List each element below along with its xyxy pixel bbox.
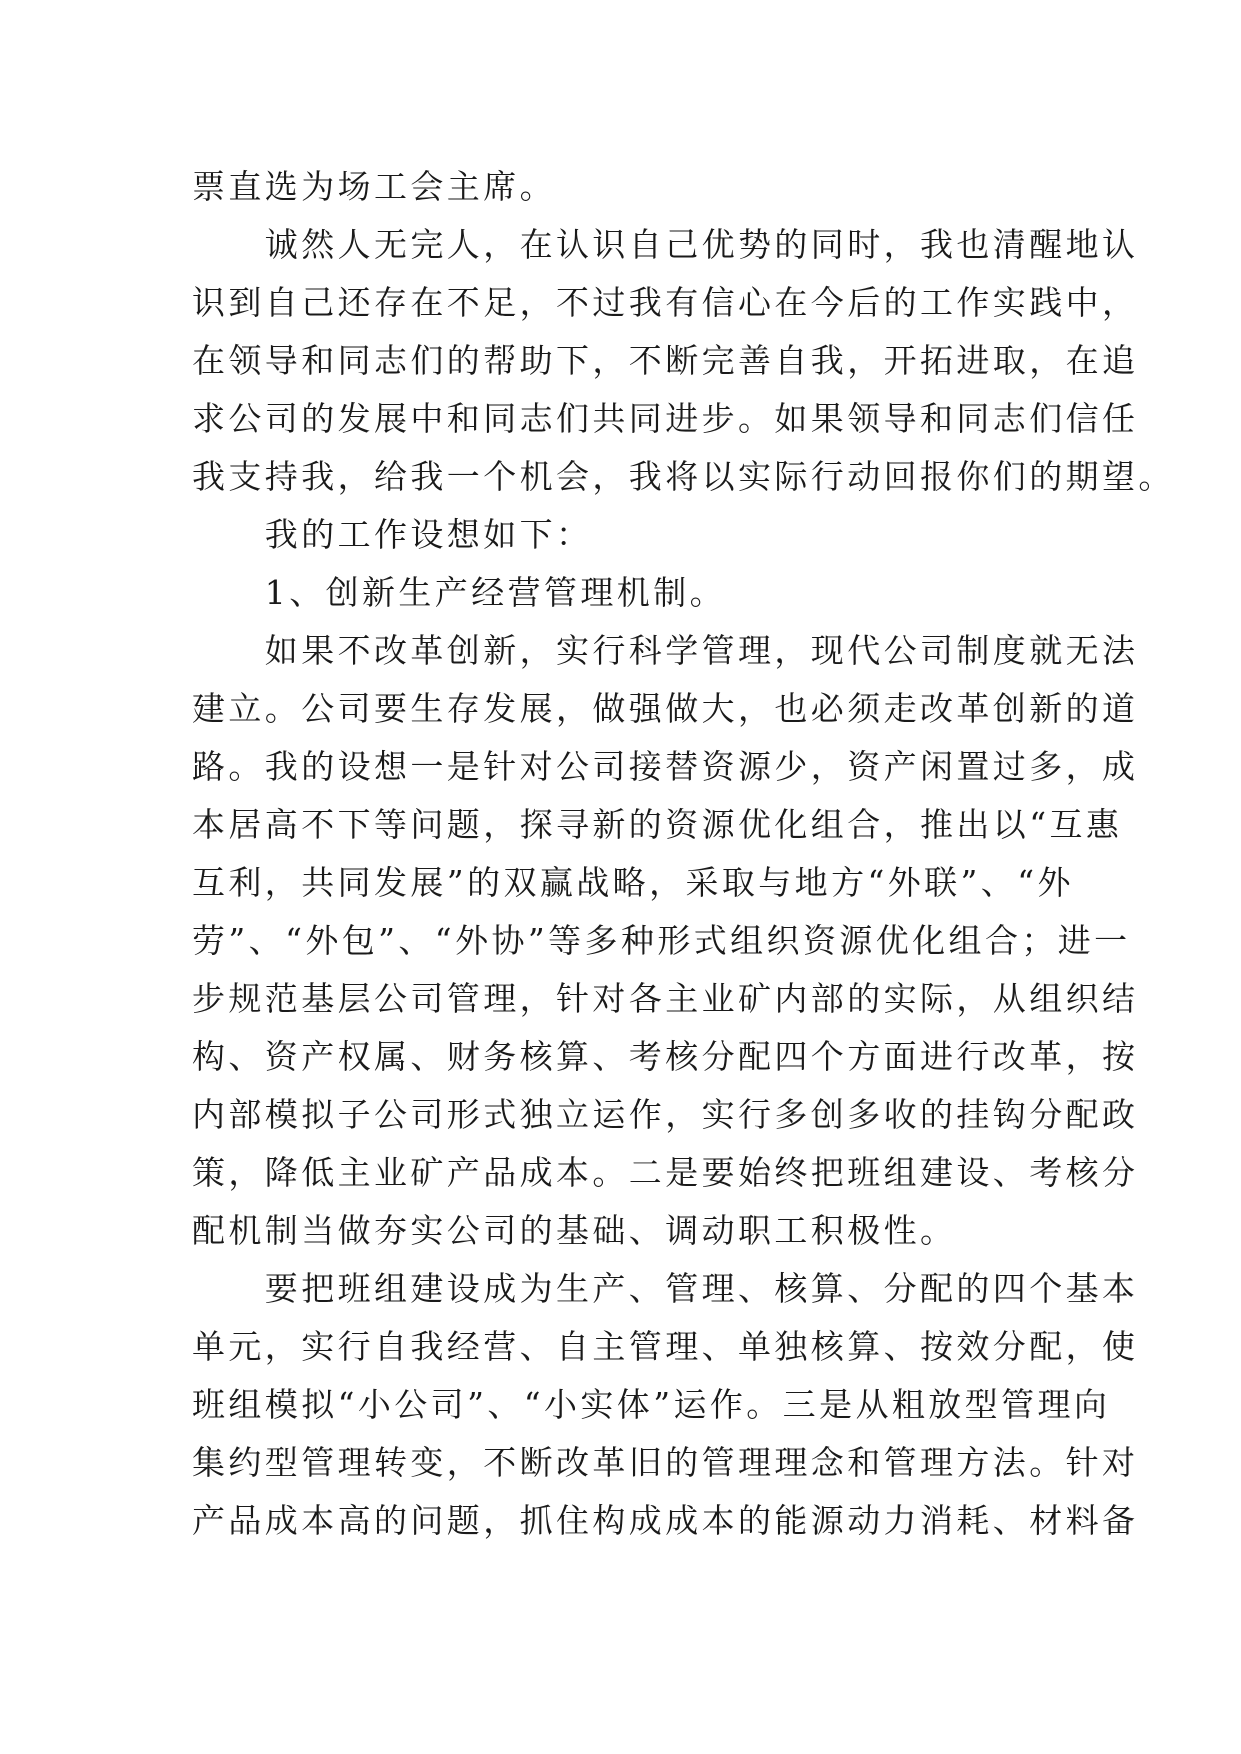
document-body bbox=[192, 158, 1175, 1550]
text-line-13: 互利，共同发展”的双赢战略，采取与地方“外联”、“外 bbox=[192, 863, 1074, 902]
text-line-5: 求公司的发展中和同志们共同进步。如果领导和同志们信任 bbox=[192, 399, 1139, 438]
text-line-12: 本居高不下等问题，探寻新的资源优化组合，推出以“互惠 bbox=[192, 805, 1123, 844]
text-line-1: 票直选为场工会主席。 bbox=[192, 167, 556, 206]
text-line-3: 识到自己还存在不足，不过我有信心在今后的工作实践中， bbox=[192, 283, 1139, 322]
text-line-24: 产品成本高的问题，抓住构成成本的能源动力消耗、材料备 bbox=[192, 1501, 1139, 1540]
text-line-20: 要把班组建设成为生产、管理、核算、分配的四个基本 bbox=[192, 1269, 1139, 1308]
text-line-19: 配机制当做夯实公司的基础、调动职工积极性。 bbox=[192, 1211, 957, 1250]
text-line-14: 劳”、“外包”、“外协”等多种形式组织资源优化组合；进一 bbox=[192, 921, 1131, 960]
text-line-11: 路。我的设想一是针对公司接替资源少，资产闲置过多，成 bbox=[192, 747, 1139, 786]
text-line-17: 内部模拟子公司形式独立运作，实行多创多收的挂钩分配政 bbox=[192, 1095, 1139, 1134]
text-line-7: 我的工作设想如下： bbox=[192, 515, 593, 554]
text-line-15: 步规范基层公司管理，针对各主业矿内部的实际，从组织结 bbox=[192, 979, 1139, 1018]
text-line-8: 1、创新生产经营管理机制。 bbox=[192, 573, 726, 612]
text-line-4: 在领导和同志们的帮助下，不断完善自我，开拓进取，在追 bbox=[192, 341, 1139, 380]
text-line-22: 班组模拟“小公司”、“小实体”运作。三是从粗放型管理向 bbox=[192, 1385, 1111, 1424]
text-line-9: 如果不改革创新，实行科学管理，现代公司制度就无法 bbox=[192, 631, 1139, 670]
text-line-2: 诚然人无完人，在认识自己优势的同时，我也清醒地认 bbox=[192, 225, 1139, 264]
text-line-10: 建立。公司要生存发展，做强做大，也必须走改革创新的道 bbox=[192, 689, 1139, 728]
text-line-16: 构、资产权属、财务核算、考核分配四个方面进行改革，按 bbox=[192, 1037, 1139, 1076]
text-line-23: 集约型管理转变，不断改革旧的管理理念和管理方法。针对 bbox=[192, 1443, 1139, 1482]
text-line-21: 单元，实行自我经营、自主管理、单独核算、按效分配，使 bbox=[192, 1327, 1139, 1366]
text-line-6: 我支持我，给我一个机会，我将以实际行动回报你们的期望。 bbox=[192, 457, 1175, 496]
text-line-18: 策，降低主业矿产品成本。二是要始终把班组建设、考核分 bbox=[192, 1153, 1139, 1192]
